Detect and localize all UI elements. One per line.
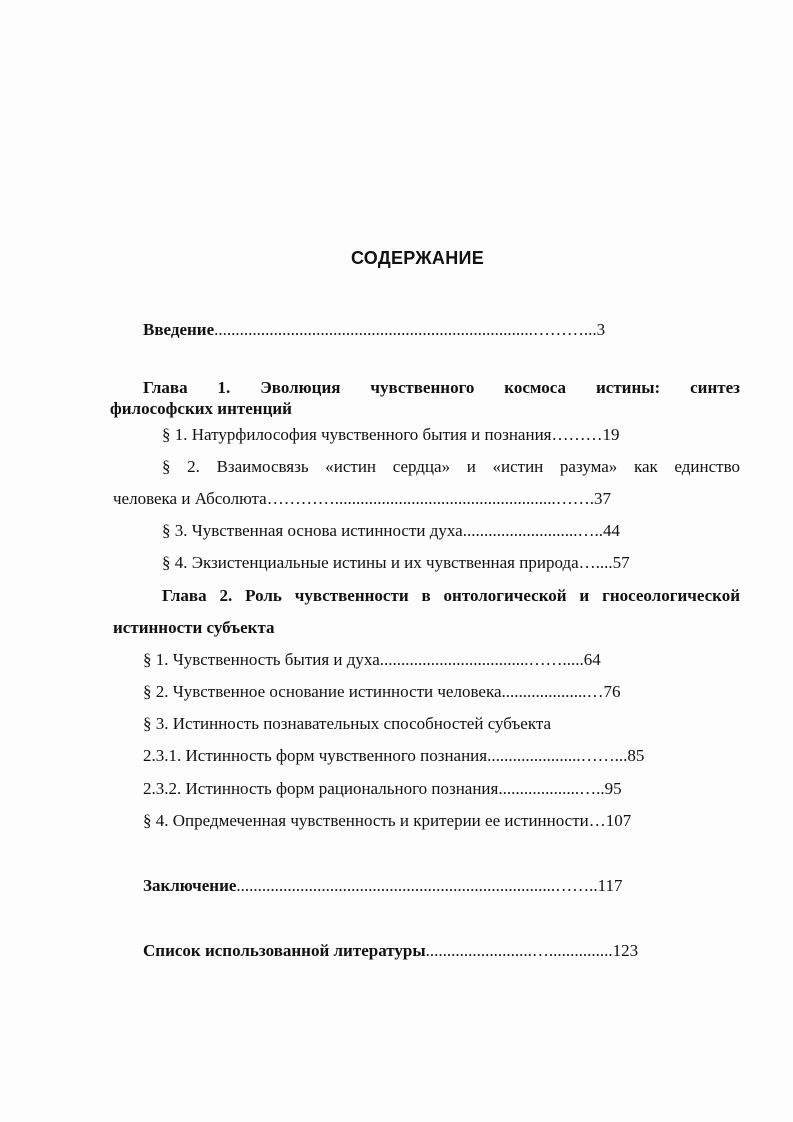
toc-leader: .........................…............... bbox=[425, 941, 613, 960]
chapter-2-heading-line-2: истинности субъекта bbox=[113, 618, 275, 637]
toc-entry-text: § 1. Натурфилософия чувственного бытия и познания bbox=[162, 425, 552, 444]
toc-entry-ch1-s3 bbox=[162, 521, 620, 541]
toc-leader: ...................….. bbox=[498, 779, 605, 798]
toc-leader: ...................................……..... bbox=[379, 650, 584, 669]
toc-page-number: 123 bbox=[612, 941, 639, 960]
toc-page-number: 117 bbox=[597, 876, 623, 895]
toc-entry-text: человека и Абсолюта bbox=[113, 489, 267, 508]
toc-entry-ch2-s1 bbox=[143, 650, 601, 670]
toc-page-number: 57 bbox=[612, 553, 630, 572]
toc-leader: ….... bbox=[578, 553, 613, 572]
toc-entry-text: § 1. Чувственность бытия и духа bbox=[143, 650, 380, 669]
toc-page-number: 64 bbox=[583, 650, 601, 669]
chapter-2-heading-line-1: Глава 2. Роль чувственности в онтологической и гносеологической bbox=[162, 586, 740, 605]
toc-entry-label: Заключение bbox=[143, 876, 237, 895]
toc-entry-bibliography bbox=[143, 941, 638, 961]
toc-entry-ch1-s2-line-1: § 2. Взаимосвязь «истин сердца» и «истин разума» как единство bbox=[162, 457, 740, 476]
page-title: СОДЕРЖАНИЕ bbox=[350, 248, 485, 268]
toc-leader: ....................… bbox=[501, 682, 604, 701]
toc-entry-text: § 4. Экзистенциальные истины и их чувственная природа bbox=[162, 553, 579, 572]
toc-leader: ......................……... bbox=[487, 746, 628, 765]
toc-page-number: 85 bbox=[627, 746, 645, 765]
toc-entry-text: § 3. Чувственная основа истинности духа bbox=[162, 521, 463, 540]
toc-page-number: 3 bbox=[596, 320, 606, 339]
toc-leader: ...........................................................................…….. bbox=[236, 876, 598, 895]
toc-entry-intro bbox=[143, 320, 605, 340]
toc-entry-ch2-s2 bbox=[143, 682, 621, 702]
toc-entry-text: 2.3.1. Истинность форм чувственного познания bbox=[143, 746, 488, 765]
toc-page-number: 76 bbox=[603, 682, 621, 701]
chapter-1-heading-line-2: философских интенций bbox=[110, 399, 292, 418]
toc-entry-ch2-s4 bbox=[143, 811, 631, 831]
toc-entry-text: § 4. Опредмеченная чувственность и критерии ее истинности bbox=[143, 811, 589, 830]
toc-entry-conclusion bbox=[143, 876, 623, 896]
toc-entry-ch1-s4 bbox=[162, 553, 630, 573]
toc-entry-label: Список использованной литературы bbox=[143, 941, 426, 960]
toc-entry-ch2-s3 bbox=[143, 714, 551, 734]
toc-entry-text: § 2. Чувственное основание истинности человека bbox=[143, 682, 502, 701]
toc-leader: …………....................................................……. bbox=[266, 489, 594, 508]
toc-entry-ch2-s3-1 bbox=[143, 746, 644, 766]
toc-leader: ...........................….. bbox=[462, 521, 603, 540]
toc-page-number: 37 bbox=[593, 489, 611, 508]
toc-page-number: 19 bbox=[602, 425, 620, 444]
toc-page-number: 44 bbox=[602, 521, 620, 540]
toc-leader: ……… bbox=[551, 425, 603, 444]
toc-entry-ch2-s3-2 bbox=[143, 779, 622, 799]
toc-entry-text: 2.3.2. Истинность форм рационального познания bbox=[143, 779, 499, 798]
toc-leader: ...........................................................................………... bbox=[214, 320, 597, 339]
toc-entry-label: Введение bbox=[143, 320, 215, 339]
toc-entry-ch1-s1 bbox=[162, 425, 620, 445]
toc-page-number: 95 bbox=[604, 779, 622, 798]
toc-page-number: 107 bbox=[605, 811, 632, 830]
toc-entry-ch1-s2-line-2 bbox=[113, 489, 611, 509]
toc-entry-text: § 3. Истинность познавательных способностей субъекта bbox=[143, 714, 552, 733]
chapter-1-heading-line-1: Глава 1. Эволюция чувственного космоса истины: синтез bbox=[143, 378, 740, 397]
toc-leader: … bbox=[588, 811, 606, 830]
